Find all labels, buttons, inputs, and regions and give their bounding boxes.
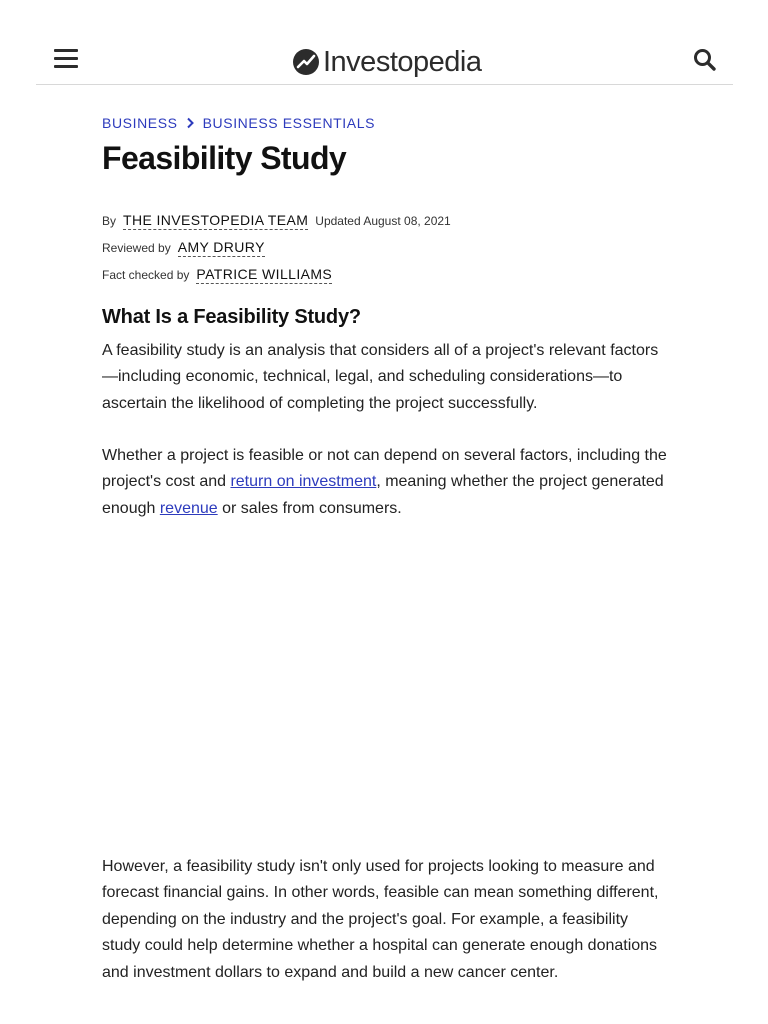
page-title: Feasibility Study <box>102 140 347 176</box>
paragraph-text: Whether a project is feasible or not can depend on several factors, including the project's cost and <box>102 447 667 491</box>
breadcrumb-business[interactable]: BUSINESS <box>102 115 178 131</box>
paragraph-text: or sales from consumers. <box>217 499 402 517</box>
paragraph-definition: A feasibility study is an analysis that considers all of a project's relevant factors—including economic, technical, legal, and scheduling considerations—to ascertain the likelihood of completing the project successfully. <box>102 342 659 412</box>
hamburger-menu-icon[interactable] <box>54 49 78 71</box>
chevron-right-icon <box>185 117 195 129</box>
site-header <box>36 0 733 85</box>
revenue-link[interactable]: revenue <box>159 499 218 517</box>
fact-checker-line <box>102 266 332 284</box>
reviewer-link[interactable]: AMY DRURY <box>177 239 265 255</box>
search-icon[interactable] <box>692 47 718 73</box>
site-logo[interactable] <box>293 44 481 80</box>
paragraph-non-financial: However, a feasibility study isn't only used for projects looking to measure and forecast financial gains. In other words, feasible can mean something different, depending on the industry and the project's goal. For example, a feasibility study could help determine whether a hospital can generate enough donations and investment dollars to expand and build a new cancer center. <box>102 858 659 981</box>
paragraph-text: , meaning whether the project generated enough <box>102 473 664 517</box>
reviewed-label: Reviewed by <box>102 241 171 255</box>
section-heading: What Is a Feasibility Study? <box>102 306 361 328</box>
author-line <box>102 212 451 230</box>
reviewer-line <box>102 239 265 257</box>
fact-checker-link[interactable]: PATRICE WILLIAMS <box>196 266 333 282</box>
updated-date: Updated August 08, 2021 <box>315 214 451 228</box>
fact-checked-label: Fact checked by <box>102 268 190 282</box>
investopedia-logo-icon <box>293 49 319 75</box>
logo-text: Investopedia <box>323 45 482 78</box>
breadcrumb <box>102 115 375 131</box>
paragraph-factors <box>102 443 670 522</box>
author-link[interactable]: THE INVESTOPEDIA TEAM <box>123 212 309 228</box>
by-label: By <box>102 214 117 228</box>
return-on-investment-link[interactable]: return on investment <box>230 473 377 491</box>
breadcrumb-business-essentials[interactable]: BUSINESS ESSENTIALS <box>202 115 376 131</box>
